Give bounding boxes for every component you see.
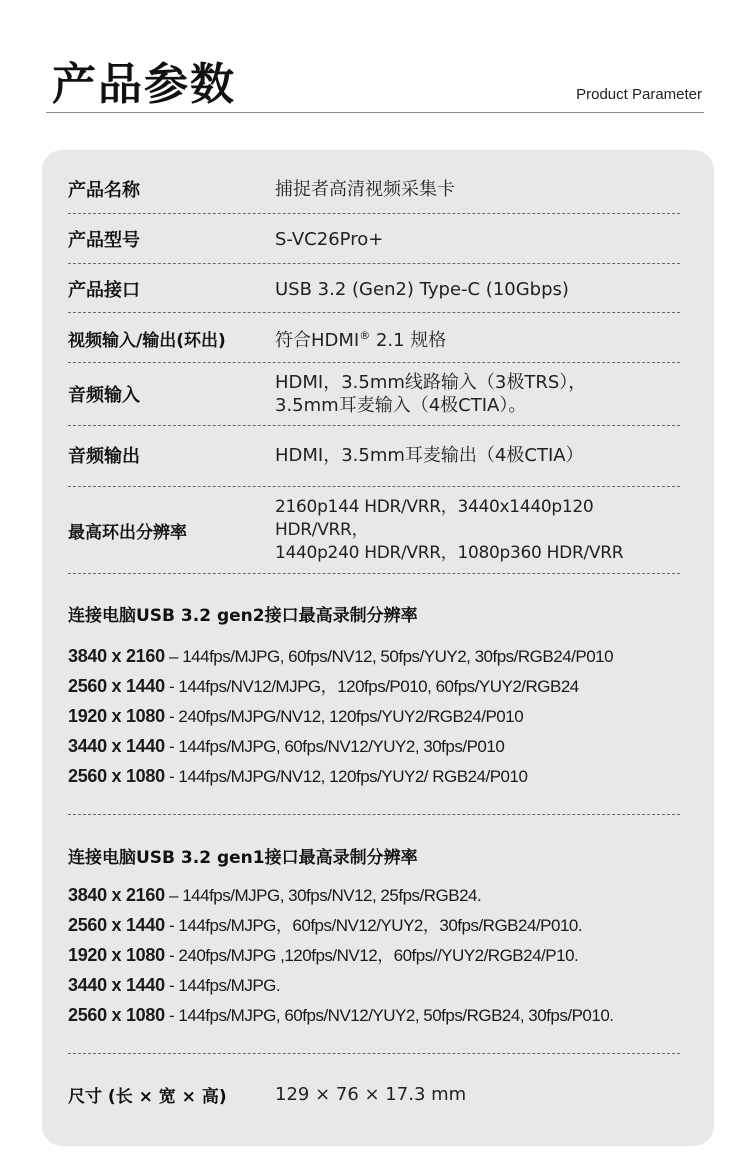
gen1-resolution-list bbox=[68, 880, 698, 1030]
spec-label: 音频输出 bbox=[68, 446, 140, 467]
spec-value: HDMI，3.5mm线路输入（3极TRS）， 3.5mm耳麦输入（4极CTIA）。 bbox=[275, 372, 587, 416]
section-divider bbox=[68, 1053, 680, 1054]
spec-label: 最高环出分辨率 bbox=[68, 522, 187, 543]
row-divider bbox=[68, 263, 680, 264]
spec-value: HDMI，3.5mm耳麦输出（4极CTIA） bbox=[275, 444, 584, 466]
spec-row-audio-out bbox=[68, 441, 680, 469]
resolution-line: 2560 x 1440 - 144fps/MJPG，60fps/NV12/YUY2，30fps/RGB24/P010. bbox=[68, 915, 583, 935]
spec-value: 129 × 76 × 17.3 mm bbox=[275, 1083, 467, 1105]
resolution-line: 3840 x 2160 – 144fps/MJPG, 30fps/NV12, 25fps/RGB24. bbox=[68, 885, 482, 905]
row-divider bbox=[68, 486, 680, 487]
section-divider bbox=[68, 814, 680, 815]
resolution-line: 1920 x 1080 - 240fps/MJPG/NV12, 120fps/YUY2/RGB24/P010 bbox=[68, 706, 524, 726]
spec-row-passthrough bbox=[68, 496, 680, 563]
resolution-line: 1920 x 1080 - 240fps/MJPG ,120fps/NV12，60fps//YUY2/RGB24/P10. bbox=[68, 945, 579, 965]
resolution-line: 3440 x 1440 - 144fps/MJPG, 60fps/NV12/YUY2, 30fps/P010 bbox=[68, 736, 505, 756]
spec-row-name bbox=[68, 175, 680, 203]
gen1-section-title: 连接电脑USB 3.2 gen1接口最高录制分辨率 bbox=[68, 848, 418, 868]
resolution-line: 3840 x 2160 – 144fps/MJPG, 60fps/NV12, 50fps/YUY2, 30fps/RGB24/P010 bbox=[68, 646, 614, 666]
spec-row-audio-in bbox=[68, 369, 680, 419]
resolution-line: 2560 x 1080 - 144fps/MJPG, 60fps/NV12/YUY2, 50fps/RGB24, 30fps/P010. bbox=[68, 1005, 614, 1025]
row-divider bbox=[68, 312, 680, 313]
page-title: 产品参数 bbox=[52, 59, 236, 110]
resolution-line: 2560 x 1440 - 144fps/NV12/MJPG，120fps/P010, 60fps/YUY2/RGB24 bbox=[68, 676, 579, 696]
spec-label: 视频输入/输出(环出) bbox=[68, 330, 226, 351]
spec-label: 产品接口 bbox=[68, 280, 140, 301]
page-subtitle: Product Parameter bbox=[576, 86, 702, 103]
spec-label: 产品名称 bbox=[68, 180, 140, 201]
spec-row-model bbox=[68, 225, 680, 253]
row-divider bbox=[68, 362, 680, 363]
gen2-resolution-list bbox=[68, 641, 698, 791]
spec-row-size bbox=[68, 1080, 680, 1108]
title-divider bbox=[46, 112, 704, 113]
spec-value: 2160p144 HDR/VRR，3440x1440p120 HDR/VRR， 1440p240 HDR/VRR，1080p360 HDR/VRR bbox=[275, 496, 624, 563]
spec-row-video-io bbox=[68, 324, 680, 352]
spec-label: 音频输入 bbox=[68, 385, 140, 406]
gen2-section-title: 连接电脑USB 3.2 gen2接口最高录制分辨率 bbox=[68, 606, 418, 626]
row-divider bbox=[68, 425, 680, 426]
spec-value: 符合HDMI® 2.1 规格 bbox=[275, 329, 447, 351]
spec-label: 尺寸 (长 × 宽 × 高) bbox=[68, 1086, 227, 1107]
spec-value: S-VC26Pro+ bbox=[275, 228, 384, 250]
row-divider bbox=[68, 573, 680, 574]
spec-value: 捕捉者高清视频采集卡 bbox=[275, 178, 455, 200]
resolution-line: 2560 x 1080 - 144fps/MJPG/NV12, 120fps/YUY2/ RGB24/P010 bbox=[68, 766, 528, 786]
spec-value: USB 3.2 (Gen2) Type-C (10Gbps) bbox=[275, 278, 569, 300]
resolution-line: 3440 x 1440 - 144fps/MJPG. bbox=[68, 975, 281, 995]
spec-row-interface bbox=[68, 275, 680, 303]
spec-label: 产品型号 bbox=[68, 230, 140, 251]
row-divider bbox=[68, 213, 680, 214]
